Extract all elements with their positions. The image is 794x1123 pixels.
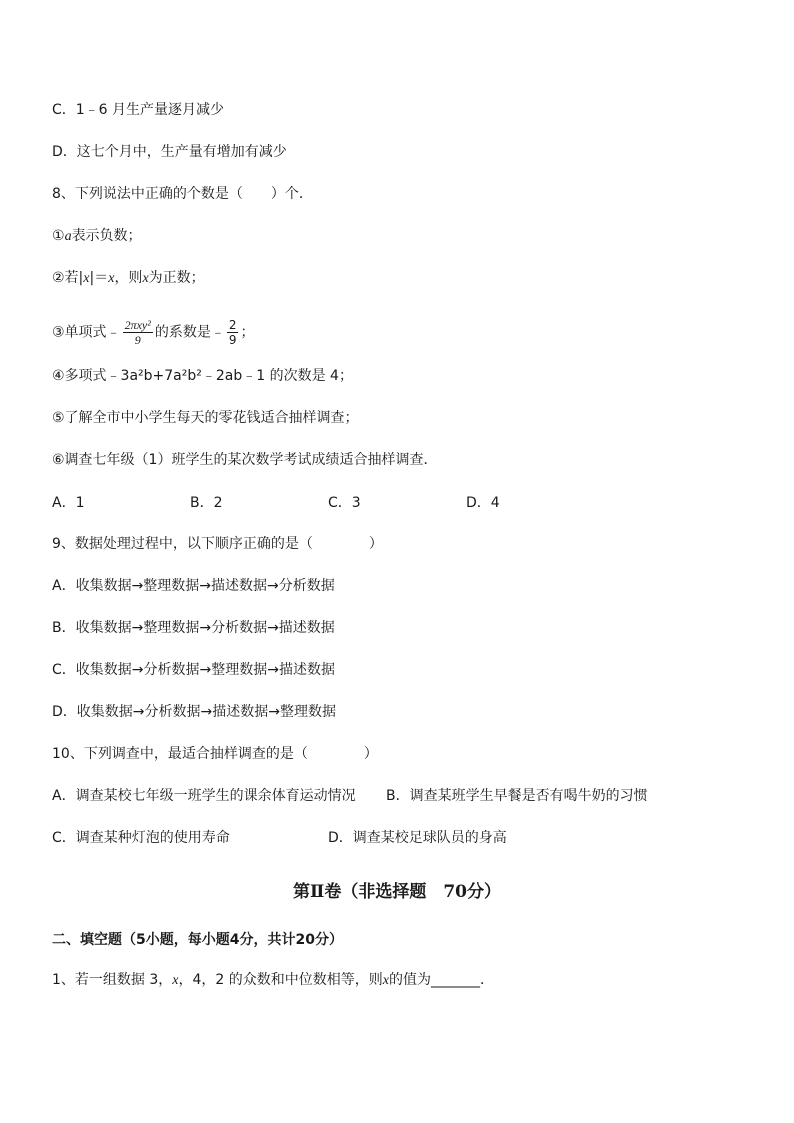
q10-option-b: B．调查某班学生早餐是否有喝牛奶的习惯	[386, 788, 648, 804]
q8-statement-3	[52, 318, 254, 347]
q8-statement-6: ⑥调查七年级（1）班学生的某次数学考试成绩适合抽样调查．	[52, 452, 438, 468]
fraction-numerator: 2	[228, 318, 237, 332]
q9-stem: 9、数据处理过程中，以下顺序正确的是（ ）	[52, 536, 383, 552]
variable-x: x	[108, 271, 115, 286]
statement-mid: |＝	[89, 270, 109, 286]
q9-option-b: B．收集数据→整理数据→分析数据→描述数据	[52, 620, 335, 636]
q9-option-d: D．收集数据→分析数据→描述数据→整理数据	[52, 704, 336, 720]
q8-statement-2	[52, 268, 205, 289]
variable-x: x	[382, 973, 389, 988]
q8-option-c: C．3	[328, 495, 361, 511]
q9-option-a: A．收集数据→整理数据→描述数据→分析数据	[52, 578, 335, 594]
question-end: 的值为_______．	[388, 972, 494, 988]
q8-stem: 8、下列说法中正确的个数是（ ）个．	[52, 186, 313, 202]
fraction-denominator: 9	[134, 333, 141, 347]
statement-text: 表示负数；	[71, 228, 142, 244]
q9-option-c: C．收集数据→分析数据→整理数据→描述数据	[52, 662, 335, 678]
question-prefix: 1、若一组数据 3，	[52, 972, 173, 988]
fill-question-1	[52, 970, 494, 991]
fraction-numerator: 2πxy²	[124, 318, 151, 332]
q10-option-d: D．调查某校足球队员的身高	[328, 830, 507, 846]
variable-x: x	[83, 271, 90, 286]
variable-x: x	[142, 271, 149, 286]
q7-option-c: C．1﹣6 月生产量逐月减少	[52, 102, 225, 118]
q8-option-a: A．1	[52, 495, 85, 511]
q8-statement-4: ④多项式﹣3a²b+7a²b²﹣2ab﹣1 的次数是 4；	[52, 368, 353, 384]
part2-title: 第Ⅱ卷（非选择题 70分）	[293, 882, 501, 902]
statement-prefix: ③单项式﹣	[52, 324, 121, 341]
statement-mark: ①	[52, 228, 65, 244]
q8-option-d: D．4	[466, 495, 500, 511]
q8-statement-1	[52, 226, 142, 247]
question-mid: ，4，2 的众数和中位数相等，则	[178, 972, 383, 988]
q7-option-d: D．这七个月中，生产量有增加有减少	[52, 144, 287, 160]
fraction-denominator: 9	[228, 333, 237, 347]
statement-mid: 的系数是﹣	[154, 324, 225, 341]
q10-option-a: A．调查某校七年级一班学生的课余体育运动情况	[52, 788, 356, 804]
fraction-coefficient	[227, 318, 239, 347]
statement-end: ；	[240, 324, 255, 341]
statement-then: ，则	[114, 270, 143, 286]
fraction-monomial	[123, 318, 153, 347]
q10-option-c: C．调查某种灯泡的使用寿命	[52, 830, 230, 846]
variable-a: a	[64, 229, 72, 244]
q8-option-b: B．2	[190, 495, 223, 511]
fill-section-heading: 二、填空题（5小题，每小题4分，共计20分）	[52, 932, 343, 948]
variable-x: x	[172, 973, 179, 988]
statement-end: 为正数；	[148, 270, 205, 286]
q8-statement-5: ⑤了解全市中小学生每天的零花钱适合抽样调查；	[52, 410, 359, 426]
q10-stem: 10、下列调查中，最适合抽样调查的是（ ）	[52, 746, 378, 762]
statement-prefix: ②若|	[52, 270, 84, 286]
